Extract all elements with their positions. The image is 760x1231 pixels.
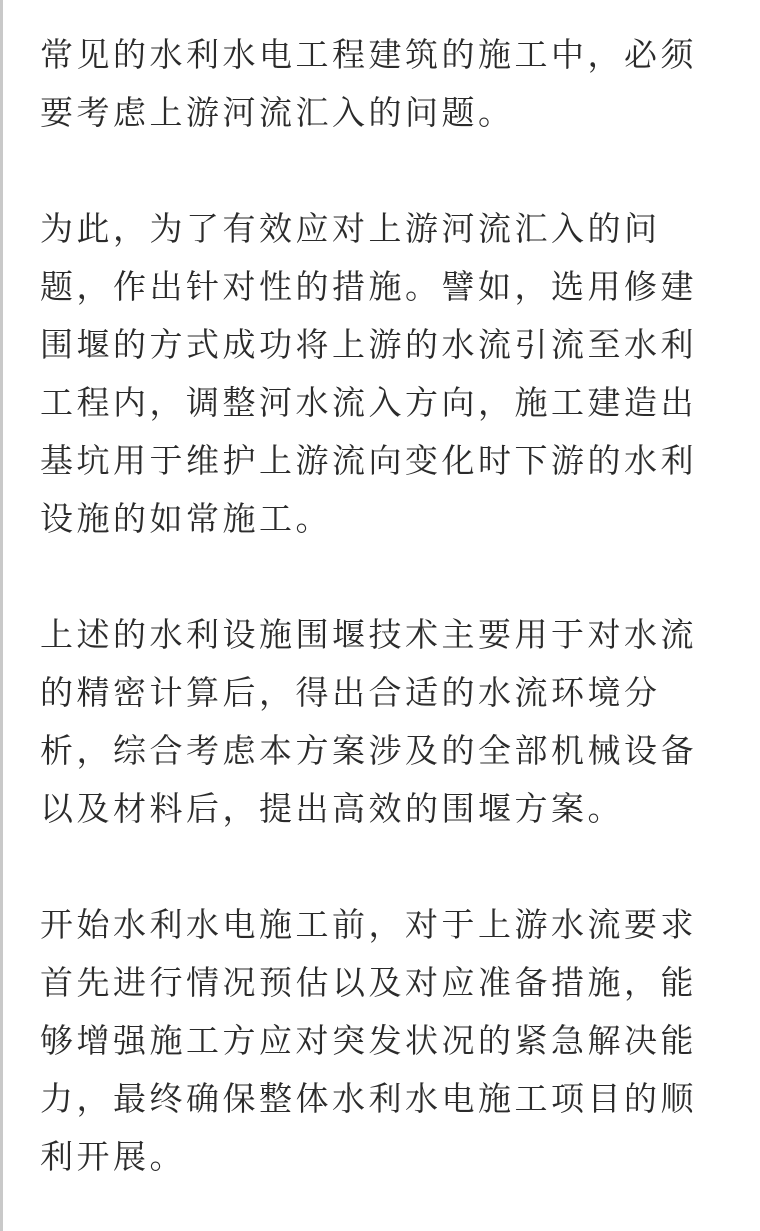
text-line: 设施的如常施工。 (40, 499, 332, 538)
text-line: 利开展。 (40, 1137, 186, 1176)
text-line: 够增强施工方应对突发状况的紧急解决能 (40, 1021, 697, 1060)
text-line: 析，综合考虑本方案涉及的全部机械设备 (40, 731, 697, 770)
paragraph-2 (40, 200, 720, 548)
text-line: 题，作出针对性的措施。譬如，选用修建 (40, 267, 697, 306)
text-line: 的精密计算后，得出合适的水流环境分 (40, 673, 661, 712)
text-line: 要考虑上游河流汇入的问题。 (40, 93, 515, 132)
paragraph-1 (40, 26, 720, 142)
paragraph-4 (40, 896, 720, 1186)
text-line: 为此，为了有效应对上游河流汇入的问 (40, 209, 661, 248)
paragraph-3 (40, 606, 720, 838)
text-line: 围堰的方式成功将上游的水流引流至水利 (40, 325, 697, 364)
text-line: 首先进行情况预估以及对应准备措施，能 (40, 963, 697, 1002)
text-line: 以及材料后，提出高效的围堰方案。 (40, 789, 624, 828)
text-line: 力，最终确保整体水利水电施工项目的顺 (40, 1079, 697, 1118)
text-line: 基坑用于维护上游流向变化时下游的水利 (40, 441, 697, 480)
text-line: 工程内，调整河水流入方向，施工建造出 (40, 383, 697, 422)
text-line: 常见的水利水电工程建筑的施工中，必须 (40, 35, 697, 74)
text-line: 开始水利水电施工前，对于上游水流要求 (40, 905, 697, 944)
text-line: 上述的水利设施围堰技术主要用于对水流 (40, 615, 697, 654)
